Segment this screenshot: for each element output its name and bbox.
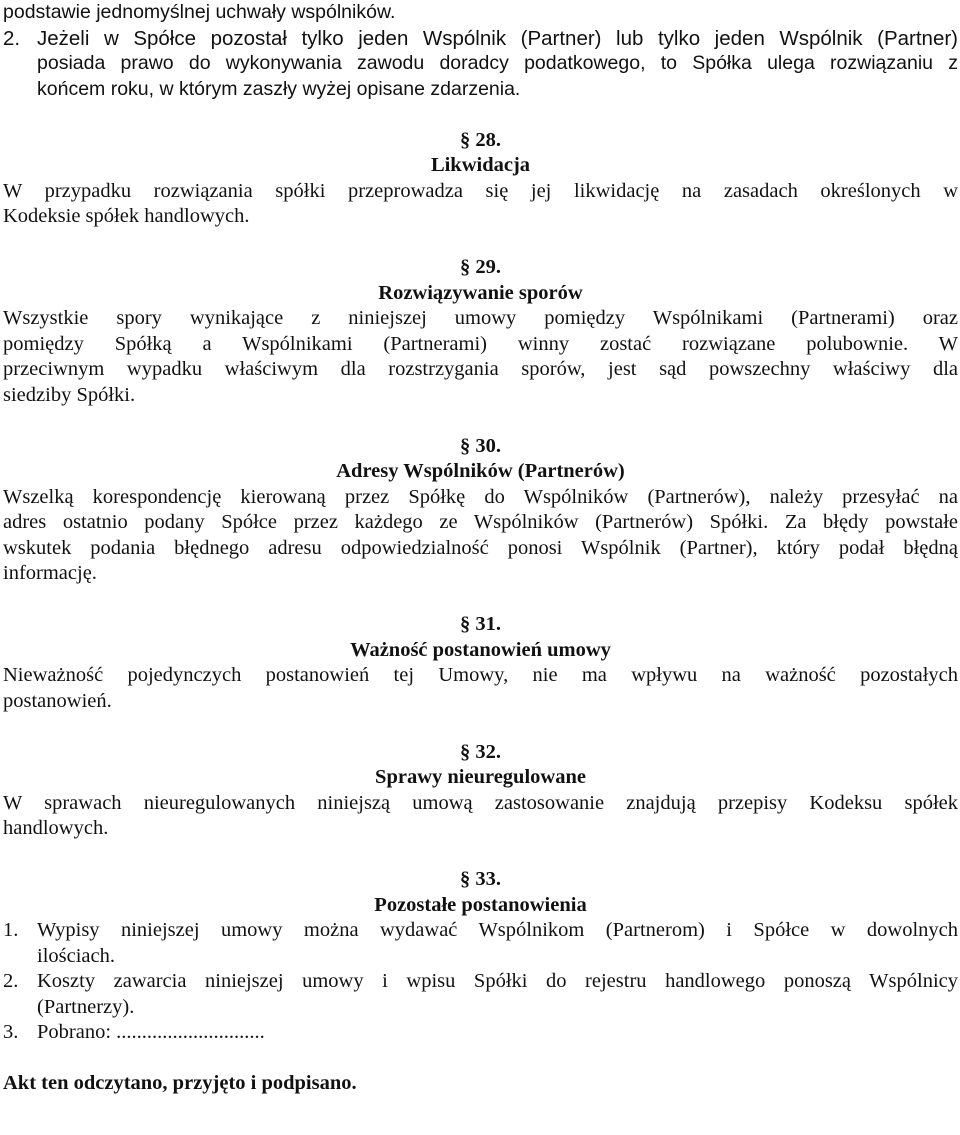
item-text: Wypisy niniejszej umowy można wydawać Wspólnikom (Partnerom) i Spółce w dowolnych bbox=[37, 919, 958, 941]
list-item bbox=[3, 969, 958, 995]
closing-statement: Akt ten odczytano, przyjęto i podpisano. bbox=[3, 1072, 357, 1094]
section-title-33: Pozostałe postanowienia bbox=[374, 893, 587, 916]
paragraph-line: Wszystkie spory wynikające z niniejszej umowy pomiędzy Wspólnikami (Partnerami) oraz bbox=[3, 307, 958, 329]
section-number-29: § 29. bbox=[460, 256, 501, 278]
paragraph-line: Nieważność pojedynczych postanowień tej Umowy, nie ma wpływu na ważność pozostałych bbox=[3, 664, 958, 686]
item-text: Jeżeli w Spółce pozostał tylko jeden Wspólnik (Partner) lub tylko jeden Wspólnik (Partner) bbox=[37, 26, 958, 50]
section-number-30: § 30. bbox=[460, 434, 501, 457]
item-number: 3. bbox=[3, 1021, 19, 1043]
section-title-30: Adresy Wspólników (Partnerów) bbox=[336, 460, 625, 482]
item-continuation: ilościach. bbox=[37, 944, 115, 967]
intro-line: podstawie jednomyślnej uchwały wspólników. bbox=[3, 1, 396, 23]
section-number-28: § 28. bbox=[460, 128, 501, 151]
paragraph-line: W przypadku rozwiązania spółki przeprowadza się jej likwidację na zasadach określonych w bbox=[3, 179, 958, 202]
item-text: Pobrano: ............................. bbox=[37, 1021, 265, 1043]
item-continuation: (Partnerzy). bbox=[37, 995, 135, 1018]
paragraph-line: pomiędzy Spółką a Wspólnikami (Partnerami) winny zostać rozwiązane polubownie. W bbox=[3, 332, 958, 355]
item-continuation: końcem roku, w którym zaszły wyżej opisane zdarzenia. bbox=[37, 77, 521, 100]
item-continuation: posiada prawo do wykonywania zawodu doradcy podatkowego, to Spółka ulega rozwiązaniu z bbox=[37, 52, 958, 74]
section-number-32: § 32. bbox=[460, 740, 501, 763]
paragraph-line: adres ostatnio podany Spółce przez każdego ze Wspólników (Partnerów) Spółki. Za błędy powstałe bbox=[3, 511, 958, 533]
paragraph-line: postanowień. bbox=[3, 689, 112, 712]
paragraph-line: informację. bbox=[3, 562, 97, 584]
intro-item-2 bbox=[3, 26, 958, 52]
document-page bbox=[3, 0, 958, 1097]
section-title-28: Likwidacja bbox=[430, 154, 531, 176]
list-item bbox=[3, 918, 958, 944]
paragraph-line: przeciwnym wypadku właściwym dla rozstrzygania sporów, jest sąd powszechny właściwy dla bbox=[3, 358, 958, 380]
list-item bbox=[3, 1020, 958, 1046]
item-number: 2. bbox=[3, 26, 21, 50]
section-title-29: Rozwiązywanie sporów bbox=[378, 281, 583, 304]
section-number-31: § 31. bbox=[460, 613, 501, 635]
paragraph-line: Wszelką korespondencję kierowaną przez Spółkę do Wspólników (Partnerów), należy przesyłać na bbox=[3, 485, 958, 508]
item-number: 1. bbox=[3, 919, 19, 941]
item-text: Koszty zawarcia niniejszej umowy i wpisu Spółki do rejestru handlowego ponoszą Wspólnicy bbox=[37, 970, 958, 992]
paragraph-line: Kodeksie spółek handlowych. bbox=[3, 205, 250, 227]
section-title-32: Sprawy nieuregulowane bbox=[375, 766, 586, 788]
paragraph-line: W sprawach nieuregulowanych niniejszą umową zastosowanie znajdują przepisy Kodeksu spółek bbox=[3, 791, 958, 814]
section-title-31: Ważność postanowień umowy bbox=[350, 638, 611, 661]
paragraph-line: wskutek podania błędnego adresu odpowiedzialność ponosi Wspólnik (Partner), który podał błędną bbox=[3, 536, 958, 559]
section-number-33: § 33. bbox=[460, 868, 501, 890]
item-number: 2. bbox=[3, 970, 19, 992]
paragraph-line: handlowych. bbox=[3, 817, 109, 839]
paragraph-line: siedziby Spółki. bbox=[3, 383, 136, 406]
